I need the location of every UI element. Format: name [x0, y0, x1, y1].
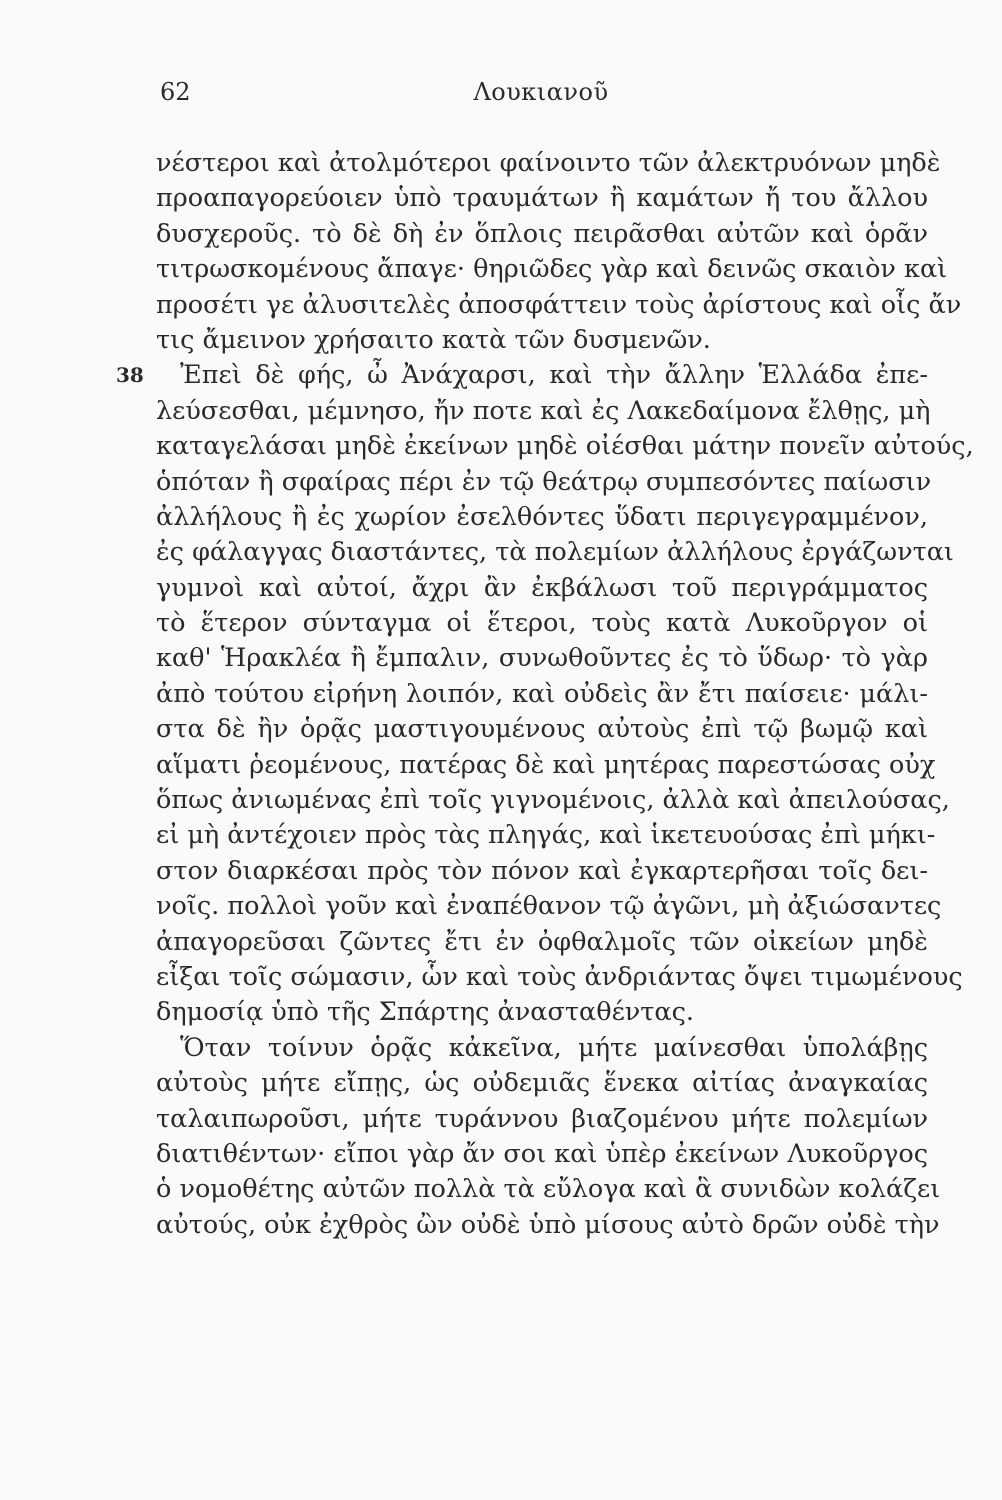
text-line: ἀπαγορεῦσαι ζῶντες ἔτι ἐν ὀφθαλμοῖς τῶν οἰκείων μηδὲ: [156, 926, 928, 957]
text-line: στα δὲ ἢν ὁρᾷς μαστιγουμένους αὐτοὺς ἐπὶ τῷ βωμῷ καὶ: [156, 714, 928, 745]
text-line: ἀλλήλους ἢ ἐς χωρίον ἐσελθόντες ὕδατι περιγεγραμμένον,: [156, 501, 928, 532]
text-line: εἰ μὴ ἀντέχοιεν πρὸς τὰς πληγάς, καὶ ἱκετευούσας ἐπὶ μήκι-: [156, 820, 936, 851]
text-line: Ὅταν τοίνυν ὁρᾷς κἀκεῖνα, μήτε μαίνεσθαι ὑπολάβῃς: [180, 1032, 928, 1063]
text-line: ὅπως ἀνιωμένας ἐπὶ τοῖς γιγνομένοις, ἀλλὰ καὶ ἀπειλούσας,: [156, 785, 950, 816]
text-line: στον διαρκέσαι πρὸς τὸν πόνον καὶ ἐγκαρτερῆσαι τοῖς δει-: [156, 855, 928, 886]
text-line: προαπαγορεύοιεν ὑπὸ τραυμάτων ἢ καμάτων ἤ του ἄλλου: [156, 183, 928, 214]
text-line: διατιθέντων· εἴποι γὰρ ἄν σοι καὶ ὑπὲρ ἐκείνων Λυκοῦργος: [156, 1138, 928, 1169]
text-line: αἵματι ῥεομένους, πατέρας δὲ καὶ μητέρας παρεστώσας οὐχ: [156, 749, 936, 780]
text-line: καταγελάσαι μηδὲ ἐκείνων μηδὲ οἰέσθαι μάτην πονεῖν αὐτούς,: [156, 431, 974, 462]
text-line: δυσχεροῦς. τὸ δὲ δὴ ἐν ὅπλοις πειρᾶσθαι αὐτῶν καὶ ὁρᾶν: [156, 218, 928, 249]
text-line-section-start: [116, 358, 928, 393]
text-line: προσέτι γε ἀλυσιτελὲς ἀποσφάττειν τοὺς ἀρίστους καὶ οἷς ἄν: [156, 289, 962, 320]
body-text: [116, 146, 974, 1243]
text-line: λεύσεσθαι, μέμνησο, ἤν ποτε καὶ ἐς Λακεδαίμονα ἔλθῃς, μὴ: [156, 395, 931, 426]
text-line-content: Ἐπεὶ δὲ φής, ὦ Ἀνάχαρσι, καὶ τὴν ἄλλην Ἑλλάδα ἐπε-: [180, 360, 928, 391]
running-title: Λουκιανοῦ: [473, 78, 609, 106]
page-header: [156, 78, 926, 112]
text-line: ἀπὸ τούτου εἰρήνη λοιπόν, καὶ οὐδεὶς ἂν ἔτι παίσειε· μάλι-: [156, 678, 928, 709]
page-number: 62: [160, 78, 191, 106]
text-line: εἶξαι τοῖς σώμασιν, ὧν καὶ τοὺς ἀνδριάντας ὄψει τιμωμένους: [156, 961, 963, 992]
text-line: ταλαιπωροῦσι, μήτε τυράννου βιαζομένου μήτε πολεμίων: [156, 1103, 928, 1134]
text-line: τιτρωσκομένους ἄπαγε· θηριῶδες γὰρ καὶ δεινῶς σκαιὸν καὶ: [156, 254, 948, 285]
text-line: ὁπόταν ἢ σφαίρας πέρι ἐν τῷ θεάτρῳ συμπεσόντες παίωσιν: [156, 466, 932, 497]
text-line: νέστεροι καὶ ἀτολμότεροι φαίνοιντο τῶν ἀλεκτρυόνων μηδὲ: [156, 148, 941, 178]
text-line: αὐτοὺς μήτε εἴπῃς, ὡς οὐδεμιᾶς ἕνεκα αἰτίας ἀναγκαίας: [156, 1068, 928, 1099]
section-number: 38: [116, 363, 144, 388]
text-line: δημοσίᾳ ὑπὸ τῆς Σπάρτης ἀνασταθέντας.: [156, 997, 695, 1028]
text-line: γυμνοὶ καὶ αὐτοί, ἄχρι ἂν ἐκβάλωσι τοῦ περιγράμματος: [156, 572, 928, 603]
text-line: αὐτούς, οὐκ ἐχθρὸς ὢν οὐδὲ ὑπὸ μίσους αὐτὸ δρῶν οὐδὲ τὴν: [156, 1209, 940, 1240]
text-line: ὁ νομοθέτης αὐτῶν πολλὰ τὰ εὔλογα καὶ ἃ συνιδὼν κολάζει: [156, 1174, 941, 1205]
text-line: τις ἄμεινον χρήσαιτο κατὰ τῶν δυσμενῶν.: [156, 324, 711, 355]
text-line: καθ' Ἡρακλέα ἢ ἔμπαλιν, συνωθοῦντες ἐς τὸ ὕδωρ· τὸ γὰρ: [156, 643, 928, 674]
text-line: τὸ ἕτερον σύνταγμα οἱ ἕτεροι, τοὺς κατὰ Λυκοῦργον οἱ: [156, 608, 928, 639]
text-line: ἐς φάλαγγας διαστάντες, τὰ πολεμίων ἀλλήλους ἐργάζωνται: [156, 537, 954, 568]
text-line: νοῖς. πολλοὶ γοῦν καὶ ἐναπέθανον τῷ ἀγῶνι, μὴ ἀξιώσαντες: [156, 891, 942, 922]
